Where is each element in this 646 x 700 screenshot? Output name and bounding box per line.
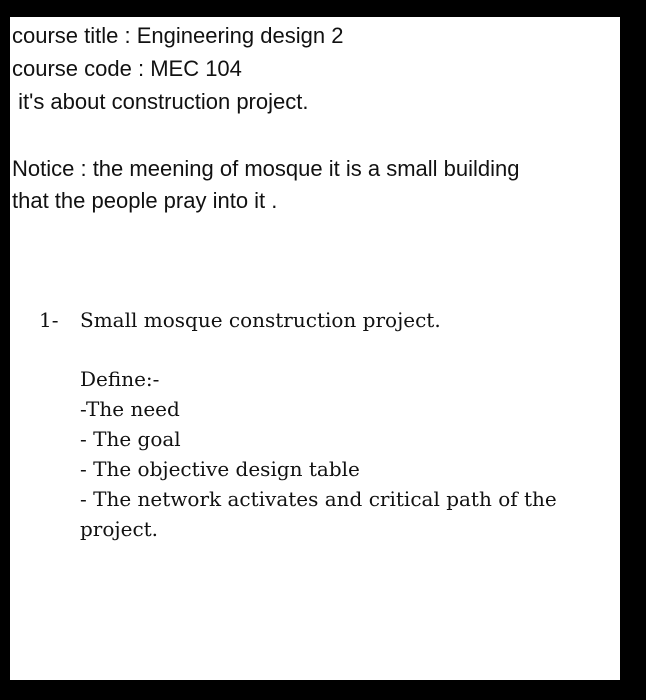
define-label: Define:- [80,367,160,391]
notice-line-2: that the people pray into it . [12,188,278,213]
notice-line-1: Notice : the meening of mosque it is a small building [12,156,520,181]
list-item-network: - The network activates and critical path of the [80,487,557,511]
course-about: it's about construction project. [12,89,309,114]
task-number: 1- [39,308,59,332]
list-item-objective-table: - The objective design table [80,457,360,481]
list-item-goal: - The goal [80,427,181,451]
list-item-need: -The need [80,397,180,421]
task-title: Small mosque construction project. [80,308,441,332]
course-code: course code : MEC 104 [12,56,242,81]
list-item-network-continued: project. [80,517,159,541]
course-title: course title : Engineering design 2 [12,23,344,48]
document-page [10,17,620,680]
